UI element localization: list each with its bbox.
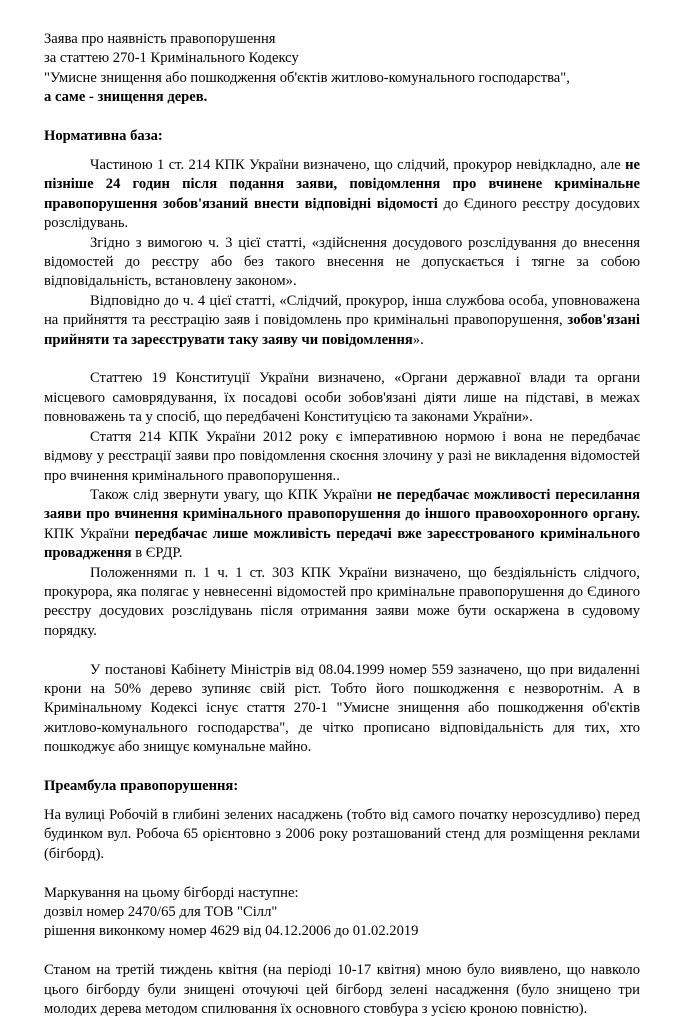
spacer [44, 864, 640, 883]
para-214-bold-emphasis: не пізніше 24 годин після подання заяви, повідомлення про вчинене кримінальне правопорушення зобов'язаний внести відповідні відомості [44, 157, 640, 212]
para-forwarding-text-before: Також слід звернути увагу, що КПК України [90, 486, 377, 503]
title-line-4: а саме - знищення дерев. [44, 89, 208, 106]
paragraph-article-303: Положеннями п. 1 ч. 1 ст. 303 КПК України визначено, що бездіяльність слідчого, прокурора, яка полягає у невнесенні відомостей про кримінальне правопорушення до Єдиного реєстру досудових розслідувань після отримання заяви може бути оскаржена в судовому порядку. [44, 564, 640, 639]
para-part4-text-after: ». [412, 331, 424, 348]
document-body [44, 30, 640, 1019]
title-line-2: за статтею 270-1 Кримінального Кодексу [44, 50, 299, 67]
spacer [44, 146, 640, 156]
heading-preamble: Преамбула правопорушення: [44, 777, 239, 794]
spacer [44, 796, 640, 806]
paragraph-no-forwarding [44, 486, 640, 564]
title-line-1: Заява про наявність правопорушення [44, 31, 276, 47]
para-part4-bold-emphasis: зобов'язані прийняти та зареєструвати таку заяву чи повідомлення [44, 312, 640, 348]
title-line-3: "Умисне знищення або пошкодження об'єктів житлово-комунального господарства", [44, 69, 570, 86]
paragraph-imperative-norm: Стаття 214 КПК України 2012 року є імперативною нормою і вона не передбачає відмову у реєстрації заяви про повідомлення скоєння злочину у разі не викладення відомостей про вчинення кримінального правопорушення.. [44, 428, 640, 484]
para-forwarding-bold-first: не передбачає можливості пересилання заяви про вчинення кримінального правопорушення до іншого правоохоронного органу. [44, 486, 640, 523]
document-title-block [44, 30, 640, 108]
para-forwarding-text-after: в ЄРДР. [131, 545, 183, 562]
para-part4-text-before: Відповідно до ч. 4 цієї статті, «Слідчий, прокурор, інша службова особа, уповноважена на прийняття та реєстрацію заяв і повідомлень про кримінальні правопорушення, [44, 292, 640, 329]
para-214-text-after: до Єдиного реєстру досудових розслідувань. [44, 195, 640, 232]
paragraph-article-214 [44, 156, 640, 234]
para-forwarding-bold-second: передбачає лише можливість передачі вже зареєстрованого кримінального провадження [44, 525, 640, 562]
heading-normative-base: Нормативна база: [44, 127, 163, 144]
marking-intro-line: Маркування на цьому бігборді наступне: [44, 884, 299, 901]
paragraph-constitution-article-19: Статтею 19 Конституції України визначено, «Органи державної влади та органи місцевого самоврядування, їх посадові особи зобов'язані діяти лише на підставі, в межах повноважень та у спосіб, що передбачені Конституцією та законами України». [44, 370, 640, 426]
paragraph-observed-destruction: Станом на третій тиждень квітня (на періоді 10-17 квітня) мною було виявлено, що навколо цього бігборду були знищені оточуючі цей бігборд зелені насадження (було знищено три молодих дерева методом спилювання їх основного стовбура з усією кроною повністю). [44, 962, 640, 1018]
spacer [44, 942, 640, 961]
marking-permit-line: дозвіл номер 2470/65 для ТОВ "Сілл" [44, 904, 278, 921]
paragraph-part-3: Згідно з вимогою ч. 3 цієї статті, «здійснення досудового розслідування до внесення відомостей до реєстру або без такого внесення не допускається і тягне за собою відповідальність, встановлену законом». [44, 234, 640, 290]
paragraph-cabinet-resolution: У постанові Кабінету Міністрів від 08.04.1999 номер 559 зазначено, що при видаленні крони на 50% дерево зупиняє свій ріст. Тобто його пошкодження є незворотнім. А в Кримінальному Кодексі існує стаття 270-1 "Умисне знищення або пошкодження об'єктів житлово-комунального господарства", де чітко прописано відповідальність для тих, хто пошкоджує або знищує комунальне майно. [44, 661, 640, 756]
marking-decision-line: рішення виконкому номер 4629 від 04.12.2006 до 01.02.2019 [44, 923, 419, 940]
para-214-text-before: Частиною 1 ст. 214 КПК України визначено, що слідчий, прокурор невідкладно, але [90, 157, 626, 174]
paragraph-billboard-location: На вулиці Робочій в глибині зелених насаджень (тобто від самого початку нерозсудливо) перед будинком вул. Робоча 65 орієнтовно з 2006 року розташований стенд для розміщення реклами (бігборд). [44, 807, 640, 862]
paragraph-part-4 [44, 292, 640, 350]
para-forwarding-text-middle: КПК України [44, 525, 135, 542]
